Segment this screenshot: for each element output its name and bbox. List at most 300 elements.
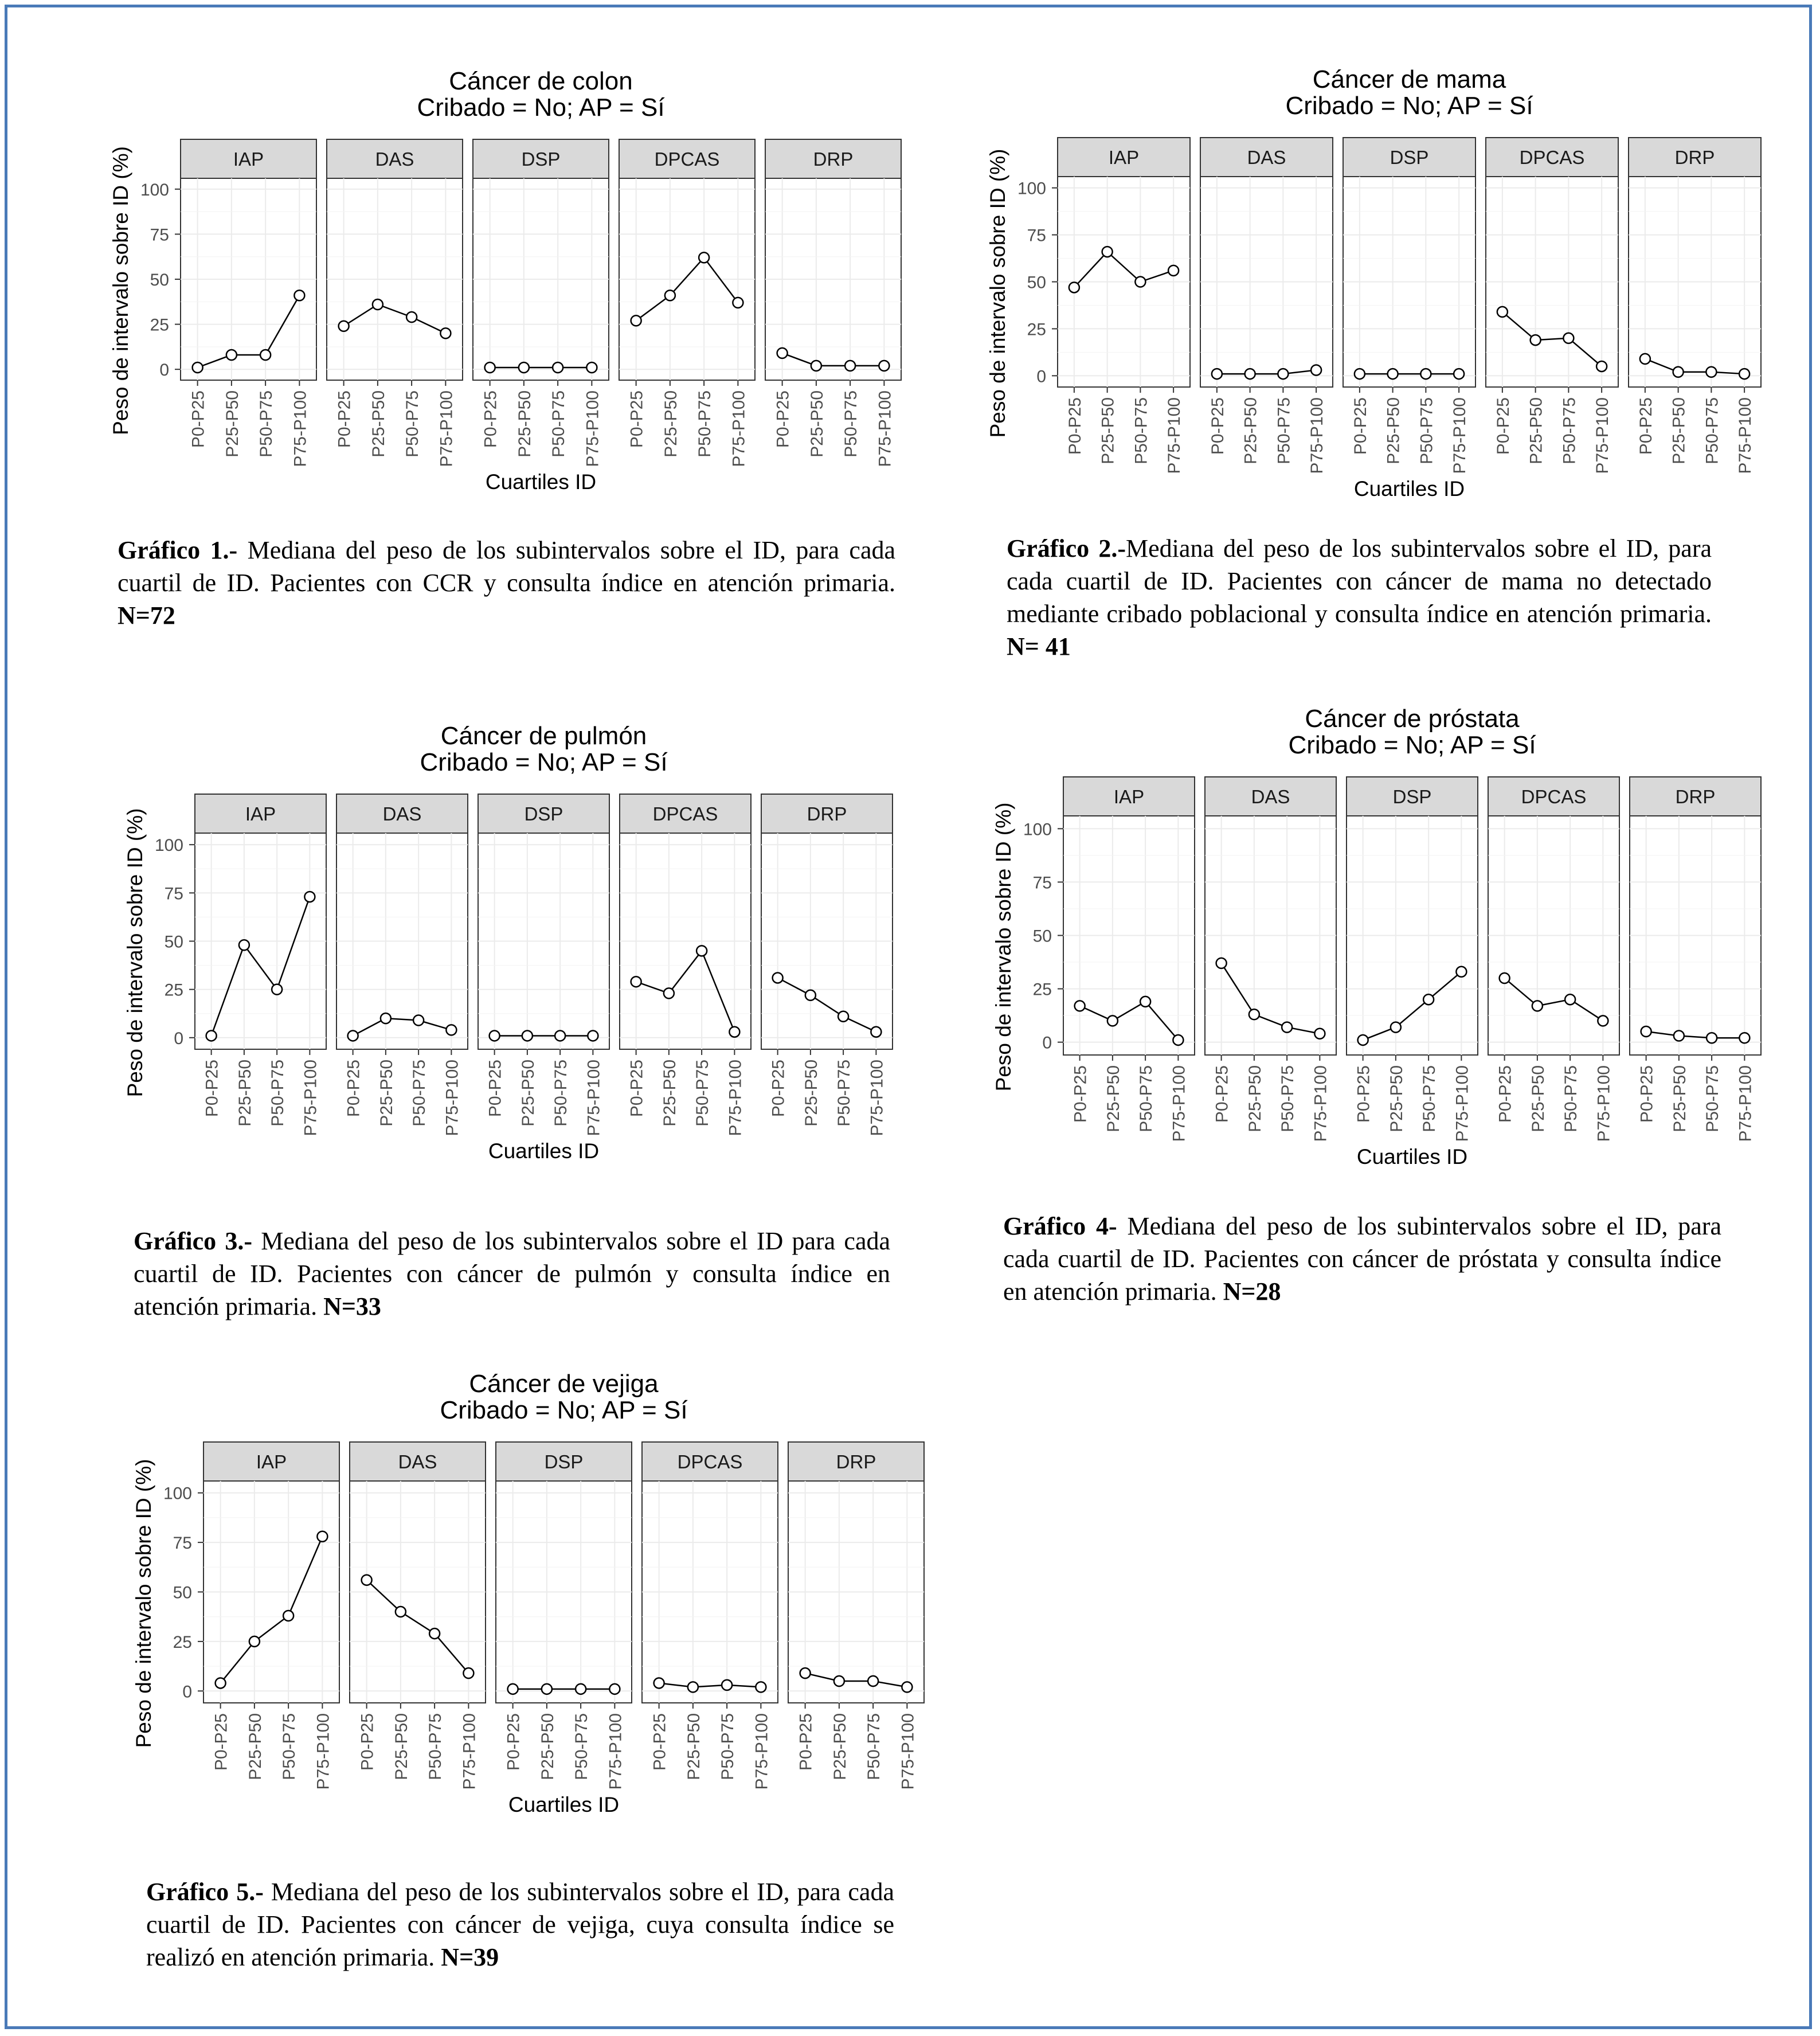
chart-title: Cáncer de colon	[449, 68, 633, 95]
x-tick-label: P25-P50	[1670, 1065, 1689, 1132]
x-tick-label: P0-P25	[212, 1713, 231, 1771]
y-tick-label: 0	[182, 1682, 192, 1702]
x-tick-label: P50-P75	[410, 1060, 429, 1127]
chart-cancer-vejiga	[129, 1370, 929, 1823]
data-point	[1598, 1015, 1608, 1026]
caption-n: N=33	[323, 1292, 381, 1320]
data-point	[665, 290, 675, 300]
data-point	[239, 940, 249, 950]
facet-panel-dpcas	[1486, 138, 1618, 474]
x-tick-label: P75-P100	[1450, 397, 1470, 474]
x-tick-label: P25-P50	[1527, 397, 1546, 464]
facet-panel-iap	[1058, 138, 1190, 474]
x-tick-label: P50-P75	[718, 1713, 738, 1780]
facet-panel-iap	[1063, 777, 1195, 1142]
facet-panel-das	[327, 139, 463, 467]
x-tick-label: P25-P50	[1241, 397, 1261, 464]
x-tick-label: P75-P100	[1594, 1065, 1614, 1142]
data-point	[805, 990, 816, 1001]
data-point	[317, 1531, 327, 1542]
facet-panel-dpcas	[620, 794, 751, 1136]
y-tick-label: 50	[173, 1583, 192, 1603]
caption-label: Gráfico 5.-	[146, 1878, 264, 1906]
data-point	[283, 1611, 293, 1621]
data-point	[406, 312, 417, 322]
caption-n: N=39	[441, 1943, 499, 1971]
x-tick-label: P75-P100	[726, 1060, 745, 1136]
x-tick-label: P25-P50	[660, 1060, 679, 1127]
data-point	[756, 1682, 766, 1692]
x-tick-label: P50-P75	[835, 1060, 854, 1127]
data-point	[729, 1027, 739, 1037]
facet-strip-label: DAS	[375, 149, 414, 170]
x-tick-label: P0-P25	[627, 1060, 647, 1117]
chart-cancer-prostata	[989, 705, 1766, 1175]
y-tick-label: 100	[163, 1484, 192, 1503]
facet-strip-label: IAP	[245, 803, 276, 824]
x-tick-label: P50-P75	[693, 1060, 713, 1127]
caption-text: Mediana del peso de los subintervalos sobre el ID, para cada cuartil de ID. Pacientes con cáncer de mama no detectado mediante cribado poblacional y consulta índice en atención primaria.	[1007, 534, 1712, 628]
facet-strip-label: DRP	[813, 149, 854, 170]
data-point	[490, 1030, 500, 1041]
y-tick-label: 50	[164, 932, 183, 952]
data-point	[811, 361, 821, 371]
data-point	[522, 1030, 533, 1041]
data-point	[1563, 333, 1574, 343]
y-tick-label: 100	[1017, 179, 1046, 198]
facet-strip-label: DRP	[807, 803, 847, 824]
x-tick-label: P50-P75	[1560, 397, 1579, 464]
data-point	[1739, 369, 1749, 379]
data-point	[1245, 369, 1255, 379]
y-tick-label: 100	[154, 836, 183, 855]
data-point	[373, 299, 383, 310]
facet-strip-label: DSP	[524, 803, 563, 824]
facet-strip-label: DPCAS	[652, 803, 718, 824]
x-tick-label: P50-P75	[403, 390, 422, 458]
data-point	[249, 1636, 260, 1647]
x-tick-label: P25-P50	[245, 1713, 265, 1780]
caption-grafico-3	[134, 1225, 890, 1323]
data-point	[396, 1607, 406, 1617]
x-tick-label: P75-P100	[1311, 1065, 1330, 1142]
x-tick-label: P25-P50	[830, 1713, 850, 1780]
chart-cancer-mama	[983, 66, 1766, 507]
data-point	[272, 984, 282, 995]
data-point	[1739, 1033, 1749, 1043]
data-point	[413, 1015, 424, 1026]
data-point	[1135, 277, 1145, 287]
x-tick-label: P25-P50	[392, 1713, 411, 1780]
x-tick-label: P75-P100	[1165, 397, 1184, 474]
caption-n: N=28	[1223, 1277, 1281, 1306]
data-point	[339, 321, 349, 331]
x-tick-label: P0-P25	[335, 390, 354, 448]
data-point	[696, 945, 707, 956]
x-axis-label: Cuartiles ID	[485, 470, 597, 494]
x-tick-label: P0-P25	[344, 1060, 363, 1117]
x-tick-label: P25-P50	[1384, 397, 1403, 464]
data-point	[508, 1684, 518, 1694]
y-tick-label: 25	[164, 980, 183, 1000]
data-point	[446, 1025, 456, 1035]
x-tick-label: P0-P25	[202, 1060, 222, 1117]
caption-label: Gráfico 1.-	[118, 536, 238, 564]
facet-panel-drp	[761, 794, 893, 1136]
facet-strip-label: DPCAS	[654, 149, 720, 170]
x-tick-label: P50-P75	[549, 390, 569, 458]
data-point	[206, 1030, 217, 1041]
facet-panel-iap	[195, 794, 326, 1136]
x-tick-label: P75-P100	[606, 1713, 625, 1790]
y-tick-label: 25	[1032, 980, 1052, 999]
data-point	[1531, 335, 1541, 345]
facet-panel-dsp	[1343, 138, 1475, 474]
facet-strip-label: DAS	[1247, 147, 1286, 168]
data-point	[588, 1030, 598, 1041]
x-tick-label: P25-P50	[515, 390, 534, 458]
data-point	[381, 1013, 391, 1023]
facet-panel-das	[350, 1442, 486, 1789]
caption-label: Gráfico 2.-	[1007, 534, 1126, 562]
facet-strip-label: DSP	[521, 149, 561, 170]
x-tick-label: P50-P75	[268, 1060, 288, 1127]
data-point	[555, 1030, 565, 1041]
x-tick-label: P75-P100	[867, 1060, 887, 1136]
x-tick-label: P75-P100	[1169, 1065, 1189, 1142]
facet-strip-label: IAP	[1113, 786, 1145, 807]
x-tick-label: P25-P50	[369, 390, 388, 458]
x-tick-label: P0-P25	[481, 390, 500, 448]
x-tick-label: P25-P50	[1245, 1065, 1265, 1132]
data-point	[1391, 1022, 1401, 1033]
facet-strip-label: DRP	[1675, 786, 1716, 807]
x-tick-label: P25-P50	[661, 390, 680, 458]
y-tick-label: 50	[1027, 273, 1046, 292]
data-point	[1454, 369, 1464, 379]
x-tick-label: P0-P25	[627, 390, 647, 448]
caption-label: Gráfico 3.-	[134, 1227, 253, 1255]
x-tick-label: P0-P25	[796, 1713, 816, 1771]
data-point	[1355, 369, 1365, 379]
data-point	[1069, 282, 1079, 292]
y-axis-label: Peso de intervalo sobre ID (%)	[132, 1459, 155, 1748]
data-point	[440, 328, 451, 338]
x-tick-label: P50-P75	[1702, 397, 1722, 464]
y-tick-label: 0	[1042, 1033, 1052, 1053]
data-point	[1311, 365, 1321, 376]
x-tick-label: P50-P75	[551, 1060, 571, 1127]
data-point	[773, 972, 783, 983]
x-tick-label: P0-P25	[189, 390, 208, 448]
y-tick-label: 50	[1032, 927, 1052, 946]
y-axis-label: Peso de intervalo sobre ID (%)	[109, 146, 132, 435]
y-tick-label: 25	[150, 315, 169, 335]
facet-panel-drp	[765, 139, 901, 467]
data-point	[429, 1628, 440, 1639]
facet-strip-label: IAP	[256, 1451, 287, 1472]
x-tick-label: P25-P50	[235, 1060, 255, 1127]
x-tick-label: P25-P50	[1098, 397, 1118, 464]
data-point	[654, 1678, 664, 1688]
caption-text: Mediana del peso de los subintervalos sobre el ID, para cada cuartil de ID. Pacientes con cáncer de vejiga, cuya consulta índice se realizó en atención primaria.	[146, 1878, 894, 1971]
facet-panel-dpcas	[1488, 777, 1619, 1142]
data-point	[216, 1678, 226, 1688]
data-point	[733, 298, 743, 308]
x-tick-label: P0-P25	[773, 390, 793, 448]
x-tick-label: P25-P50	[377, 1060, 396, 1127]
x-tick-label: P50-P75	[841, 390, 861, 458]
data-point	[631, 976, 641, 987]
facet-panel-drp	[1630, 777, 1761, 1142]
x-tick-label: P25-P50	[807, 390, 827, 458]
facet-panel-das	[336, 794, 468, 1136]
x-axis-label: Cuartiles ID	[1353, 477, 1465, 501]
data-point	[553, 362, 563, 373]
data-point	[664, 988, 674, 998]
data-point	[902, 1682, 912, 1692]
data-point	[631, 315, 641, 326]
x-tick-label: P75-P100	[1736, 1065, 1755, 1142]
facet-panel-dsp	[496, 1442, 632, 1789]
x-tick-label: P0-P25	[1493, 397, 1513, 455]
data-point	[800, 1668, 811, 1678]
x-tick-label: P0-P25	[769, 1060, 788, 1117]
chart-cancer-colon	[106, 68, 906, 501]
data-point	[1314, 1029, 1325, 1039]
data-point	[226, 350, 237, 360]
data-point	[1358, 1035, 1368, 1045]
x-tick-label: P0-P25	[1212, 1065, 1232, 1123]
data-point	[304, 892, 315, 902]
facet-strip-label: DSP	[1392, 786, 1432, 807]
data-point	[1640, 354, 1650, 364]
chart-title: Cáncer de pulmón	[440, 722, 647, 750]
facet-panel-drp	[788, 1442, 924, 1789]
data-point	[1707, 1033, 1717, 1043]
x-tick-label: P75-P100	[443, 1060, 462, 1136]
data-point	[1140, 996, 1150, 1007]
x-tick-label: P0-P25	[1636, 397, 1655, 455]
chart-title: Cáncer de próstata	[1305, 705, 1520, 733]
facet-strip-label: DPCAS	[1519, 147, 1585, 168]
data-point	[1497, 307, 1508, 317]
y-axis-label: Peso de intervalo sobre ID (%)	[992, 802, 1015, 1092]
x-tick-label: P75-P100	[729, 390, 749, 467]
y-tick-label: 75	[1027, 226, 1046, 245]
x-tick-label: P50-P75	[1132, 397, 1151, 464]
data-point	[362, 1575, 372, 1585]
caption-grafico-4	[1003, 1210, 1721, 1308]
x-axis-label: Cuartiles ID	[508, 1793, 620, 1816]
y-tick-label: 75	[1032, 873, 1052, 893]
x-tick-label: P0-P25	[1208, 397, 1227, 455]
x-tick-label: P0-P25	[1354, 1065, 1373, 1123]
facet-strip-label: DPCAS	[677, 1451, 743, 1472]
x-tick-label: P0-P25	[504, 1713, 523, 1771]
y-axis-label: Peso de intervalo sobre ID (%)	[123, 808, 147, 1097]
caption-grafico-1	[118, 534, 895, 632]
data-point	[1102, 247, 1113, 257]
facet-panel-dpcas	[619, 139, 755, 467]
x-axis-label: Cuartiles ID	[1356, 1145, 1468, 1169]
data-point	[845, 361, 855, 371]
facet-panel-das	[1200, 138, 1333, 474]
chart-subtitle: Cribado = No; AP = Sí	[417, 93, 665, 122]
data-point	[519, 362, 529, 373]
data-point	[485, 362, 495, 373]
data-point	[1075, 1001, 1085, 1011]
x-tick-label: P50-P75	[280, 1713, 299, 1780]
facet-strip-label: DRP	[1674, 147, 1715, 168]
data-point	[1706, 367, 1716, 377]
caption-label: Gráfico 4-	[1003, 1212, 1117, 1240]
y-tick-label: 25	[1027, 320, 1046, 339]
data-point	[1500, 973, 1510, 983]
data-point	[1565, 994, 1575, 1005]
facet-panel-dsp	[473, 139, 609, 467]
caption-n: N=72	[118, 601, 175, 630]
y-tick-label: 100	[1023, 820, 1052, 839]
data-point	[1278, 369, 1288, 379]
x-tick-label: P25-P50	[222, 390, 242, 458]
chart-subtitle: Cribado = No; AP = Sí	[1288, 731, 1536, 759]
x-tick-label: P50-P75	[1417, 397, 1437, 464]
x-tick-label: P25-P50	[1103, 1065, 1123, 1132]
x-tick-label: P50-P75	[572, 1713, 592, 1780]
x-tick-label: P0-P25	[1351, 397, 1370, 455]
facet-strip-label: DPCAS	[1521, 786, 1587, 807]
data-point	[1641, 1026, 1651, 1037]
data-point	[879, 361, 889, 371]
x-tick-label: P25-P50	[518, 1060, 538, 1127]
x-tick-label: P0-P25	[486, 1060, 505, 1117]
data-point	[834, 1676, 844, 1686]
x-tick-label: P50-P75	[1703, 1065, 1723, 1132]
data-point	[1388, 369, 1398, 379]
data-point	[1532, 1001, 1543, 1011]
data-point	[576, 1684, 586, 1694]
data-point	[1456, 967, 1466, 977]
caption-text: Mediana del peso de los subintervalos sobre el ID, para cada cuartil de ID. Pacientes con CCR y consulta índice en atención primaria.	[118, 536, 896, 597]
x-tick-label: P25-P50	[684, 1713, 703, 1780]
data-point	[1216, 958, 1227, 968]
facet-strip-label: DAS	[1251, 786, 1290, 807]
facet-strip-label: DSP	[544, 1451, 584, 1472]
data-point	[1420, 369, 1431, 379]
x-tick-label: P50-P75	[257, 390, 276, 458]
x-tick-label: P50-P75	[1420, 1065, 1439, 1132]
x-tick-label: P0-P25	[650, 1713, 670, 1771]
x-tick-label: P25-P50	[1528, 1065, 1548, 1132]
facet-strip-label: DSP	[1390, 147, 1429, 168]
data-point	[871, 1027, 881, 1037]
facet-strip-label: DAS	[398, 1451, 437, 1472]
y-tick-label: 0	[1036, 367, 1046, 386]
data-point	[260, 350, 271, 360]
y-tick-label: 0	[159, 361, 169, 380]
x-tick-label: P75-P100	[437, 390, 456, 467]
x-tick-label: P0-P25	[1637, 1065, 1657, 1123]
chart-title: Cáncer de vejiga	[469, 1370, 659, 1398]
data-point	[1107, 1015, 1118, 1026]
x-axis-label: Cuartiles ID	[488, 1139, 600, 1163]
y-tick-label: 50	[150, 271, 169, 290]
facet-strip-label: IAP	[1108, 147, 1140, 168]
caption-grafico-2	[1007, 532, 1712, 663]
chart-subtitle: Cribado = No; AP = Sí	[420, 748, 668, 776]
facet-strip-label: IAP	[233, 149, 264, 170]
x-tick-label: P75-P100	[314, 1713, 333, 1790]
facet-panel-dpcas	[642, 1442, 778, 1789]
facet-panel-iap	[181, 139, 316, 467]
data-point	[699, 252, 709, 263]
x-tick-label: P75-P100	[584, 1060, 604, 1136]
x-tick-label: P75-P100	[1593, 397, 1612, 474]
facet-panel-dsp	[478, 794, 609, 1136]
data-point	[1168, 265, 1179, 276]
caption-grafico-5	[146, 1875, 894, 1974]
y-tick-label: 75	[173, 1534, 192, 1553]
x-tick-label: P75-P100	[898, 1713, 918, 1790]
x-tick-label: P75-P100	[1453, 1065, 1472, 1142]
data-point	[1423, 994, 1434, 1005]
x-tick-label: P50-P75	[426, 1713, 445, 1780]
x-tick-label: P25-P50	[1669, 397, 1689, 464]
x-tick-label: P0-P25	[1071, 1065, 1090, 1123]
x-tick-label: P75-P100	[752, 1713, 772, 1790]
facet-strip-label: DRP	[836, 1451, 876, 1472]
data-point	[1596, 361, 1607, 372]
x-tick-label: P75-P100	[1308, 397, 1327, 474]
x-tick-label: P0-P25	[1065, 397, 1085, 455]
data-point	[1212, 369, 1222, 379]
data-point	[868, 1676, 878, 1686]
data-point	[609, 1684, 620, 1694]
facet-strip-label: DAS	[382, 803, 422, 824]
facet-panel-das	[1205, 777, 1336, 1142]
x-tick-label: P25-P50	[801, 1060, 821, 1127]
data-point	[586, 362, 597, 373]
data-point	[838, 1011, 848, 1022]
data-point	[463, 1668, 473, 1678]
y-tick-label: 75	[150, 225, 169, 245]
caption-text: Mediana del peso de los subintervalos sobre el ID para cada cuartil de ID. Pacientes con cáncer de pulmón y consulta índice en atención primaria.	[134, 1227, 891, 1320]
chart-cancer-pulmon	[120, 722, 897, 1170]
caption-n: N= 41	[1007, 632, 1071, 661]
x-tick-label: P50-P75	[1278, 1065, 1298, 1132]
x-tick-label: P25-P50	[538, 1713, 557, 1780]
x-tick-label: P75-P100	[875, 390, 895, 467]
data-point	[1173, 1035, 1183, 1045]
data-point	[294, 290, 304, 300]
x-tick-label: P50-P75	[1274, 397, 1294, 464]
chart-subtitle: Cribado = No; AP = Sí	[440, 1396, 688, 1424]
caption-text: Mediana del peso de los subintervalos sobre el ID, para cada cuartil de ID. Pacientes con cáncer de próstata y consulta índice en atención primaria.	[1003, 1212, 1722, 1306]
x-tick-label: P50-P75	[1561, 1065, 1581, 1132]
x-tick-label: P0-P25	[1496, 1065, 1515, 1123]
y-tick-label: 25	[173, 1632, 192, 1652]
x-tick-label: P75-P100	[291, 390, 310, 467]
facet-panel-iap	[203, 1442, 339, 1789]
data-point	[348, 1030, 358, 1041]
data-point	[542, 1684, 552, 1694]
y-tick-label: 0	[174, 1029, 183, 1048]
data-point	[688, 1682, 698, 1692]
data-point	[1282, 1022, 1292, 1033]
y-axis-label: Peso de intervalo sobre ID (%)	[986, 149, 1009, 438]
chart-title: Cáncer de mama	[1312, 66, 1506, 93]
